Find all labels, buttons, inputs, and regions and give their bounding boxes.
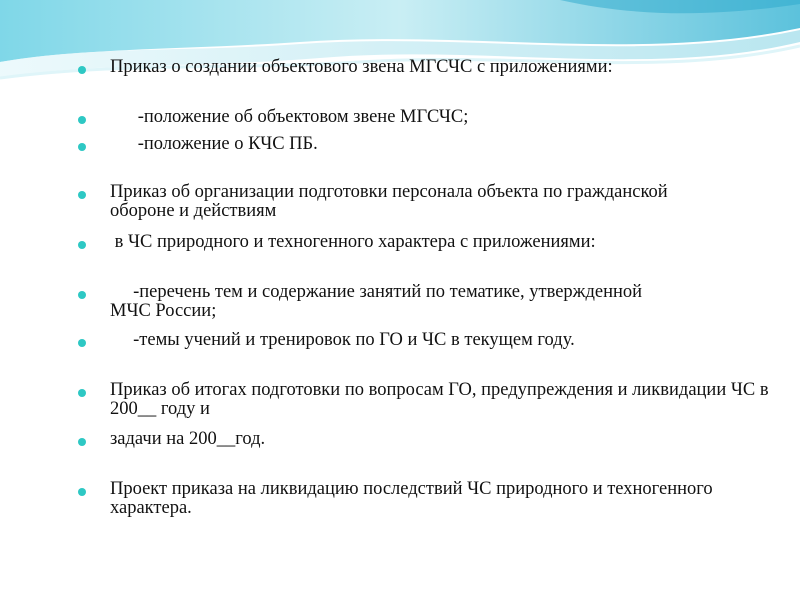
bullet-icon bbox=[78, 488, 86, 496]
bullet-icon bbox=[78, 291, 86, 299]
list-item-text: Приказ о создании объектового звена МГСЧС с приложениями: bbox=[110, 57, 613, 77]
bullet-icon bbox=[78, 116, 86, 124]
bullet-icon bbox=[78, 339, 86, 347]
bullet-icon bbox=[78, 241, 86, 249]
list-item-text: -перечень тем и содержание занятий по тематике, утвержденной МЧС России; bbox=[110, 282, 647, 321]
list-item-text: -положение о КЧС ПБ. bbox=[110, 134, 318, 154]
bullet-icon bbox=[78, 389, 86, 397]
list-item-text: -положение об объектовом звене МГСЧС; bbox=[110, 107, 469, 127]
bullet-icon bbox=[78, 438, 86, 446]
list-item-text: Приказ об организации подготовки персонала объекта по гражданской обороне и действиям bbox=[110, 182, 673, 221]
list-item-text: задачи на 200__год. bbox=[110, 429, 266, 449]
bullet-icon bbox=[78, 191, 86, 199]
list-item-text: в ЧС природного и техногенного характера с приложениями: bbox=[110, 232, 596, 252]
list-item-text: -темы учений и тренировок по ГО и ЧС в текущем году. bbox=[110, 330, 575, 350]
bullet-icon bbox=[78, 143, 86, 151]
list-item-text: Проект приказа на ликвидацию последствий ЧС природного и техногенного характера. bbox=[110, 479, 718, 518]
list-item-text: Приказ об итогах подготовки по вопросам ГО, предупреждения и ликвидации ЧС в 200__ году и bbox=[110, 380, 774, 419]
bullet-icon bbox=[78, 66, 86, 74]
